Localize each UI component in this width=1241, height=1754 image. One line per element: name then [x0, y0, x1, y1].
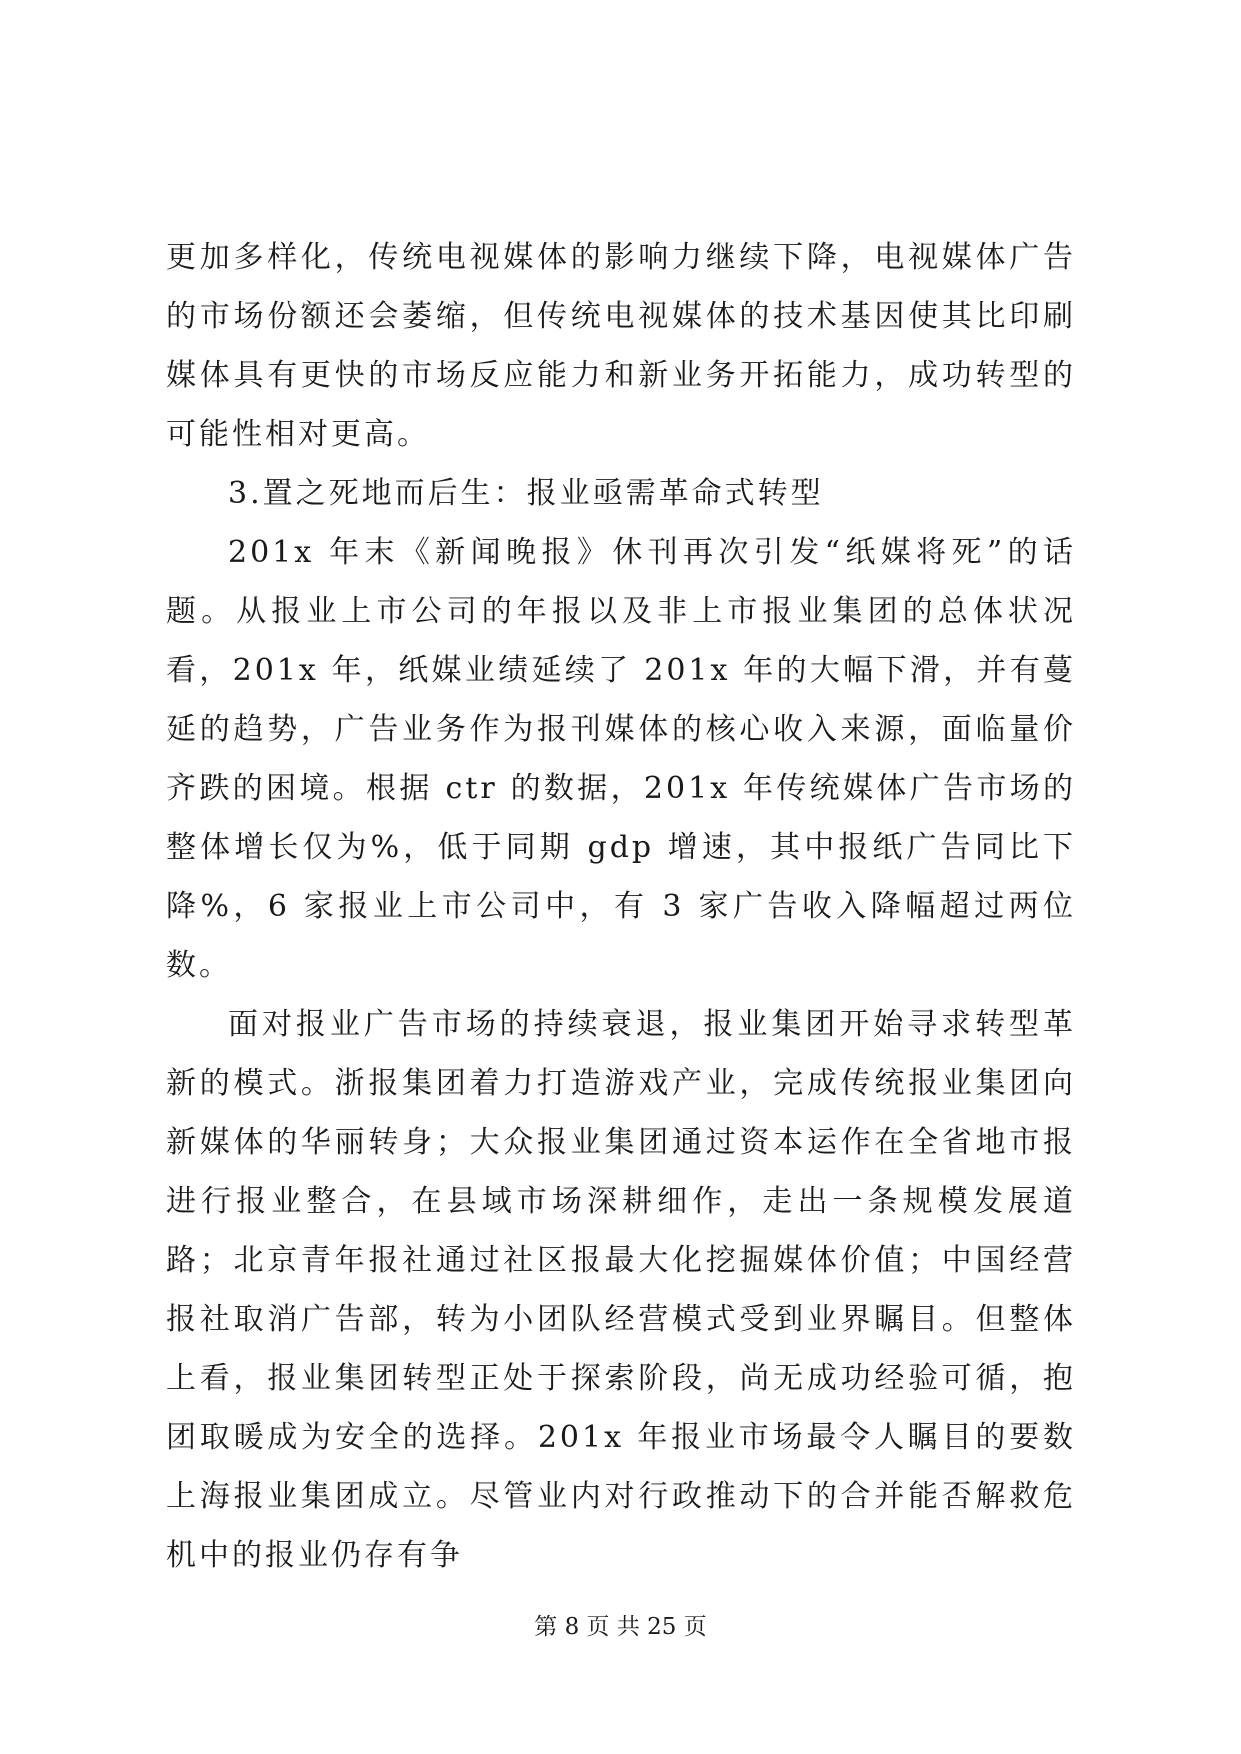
paragraph: 面对报业广告市场的持续衰退，报业集团开始寻求转型革新的模式。浙报集团着力打造游戏产业，完成传统报业集团向新媒体的华丽转身；大众报业集团通过资本运作在全省地市报进行报业整合，在县域市场深耕细作，走出一条规模发展道路；北京青年报社通过社区报最大化挖掘媒体价值；中国经营报社取消广告部，转为小团队经营模式受到业界瞩目。但整体上看，报业集团转型正处于探索阶段，尚无成功经验可循，抱团取暖成为安全的选择。201x 年报业市场最令人瞩目的要数上海报业集团成立。尽管业内对行政推动下的合并能否解救危机中的报业仍存有争: [166, 1007, 1076, 1573]
page-footer: 第 8 页 共 25 页: [534, 1614, 707, 1640]
body-text: [166, 228, 1076, 1585]
paragraph-continuation: 更加多样化，传统电视媒体的影响力继续下降，电视媒体广告的市场份额还会萎缩，但传统电视媒体的技术基因使其比印刷媒体具有更快的市场反应能力和新业务开拓能力，成功转型的可能性相对更高。: [166, 240, 1076, 452]
section-heading: 3.置之死地而后生：报业亟需革命式转型: [228, 476, 824, 511]
paragraph: 201x 年末《新闻晚报》休刊再次引发“纸媒将死”的话题。从报业上市公司的年报以及非上市报业集团的总体状况看，201x 年，纸媒业绩延续了 201x 年的大幅下滑，并有蔓延的趋势，广告业务作为报刊媒体的核心收入来源，面临量价齐跌的困境。根据 ctr 的数据，201x 年传统媒体广告市场的整体增长仅为%，低于同期 gdp 增速，其中报纸广告同比下降%，6 家报业上市公司中，有 3 家广告收入降幅超过两位数。: [166, 535, 1076, 983]
